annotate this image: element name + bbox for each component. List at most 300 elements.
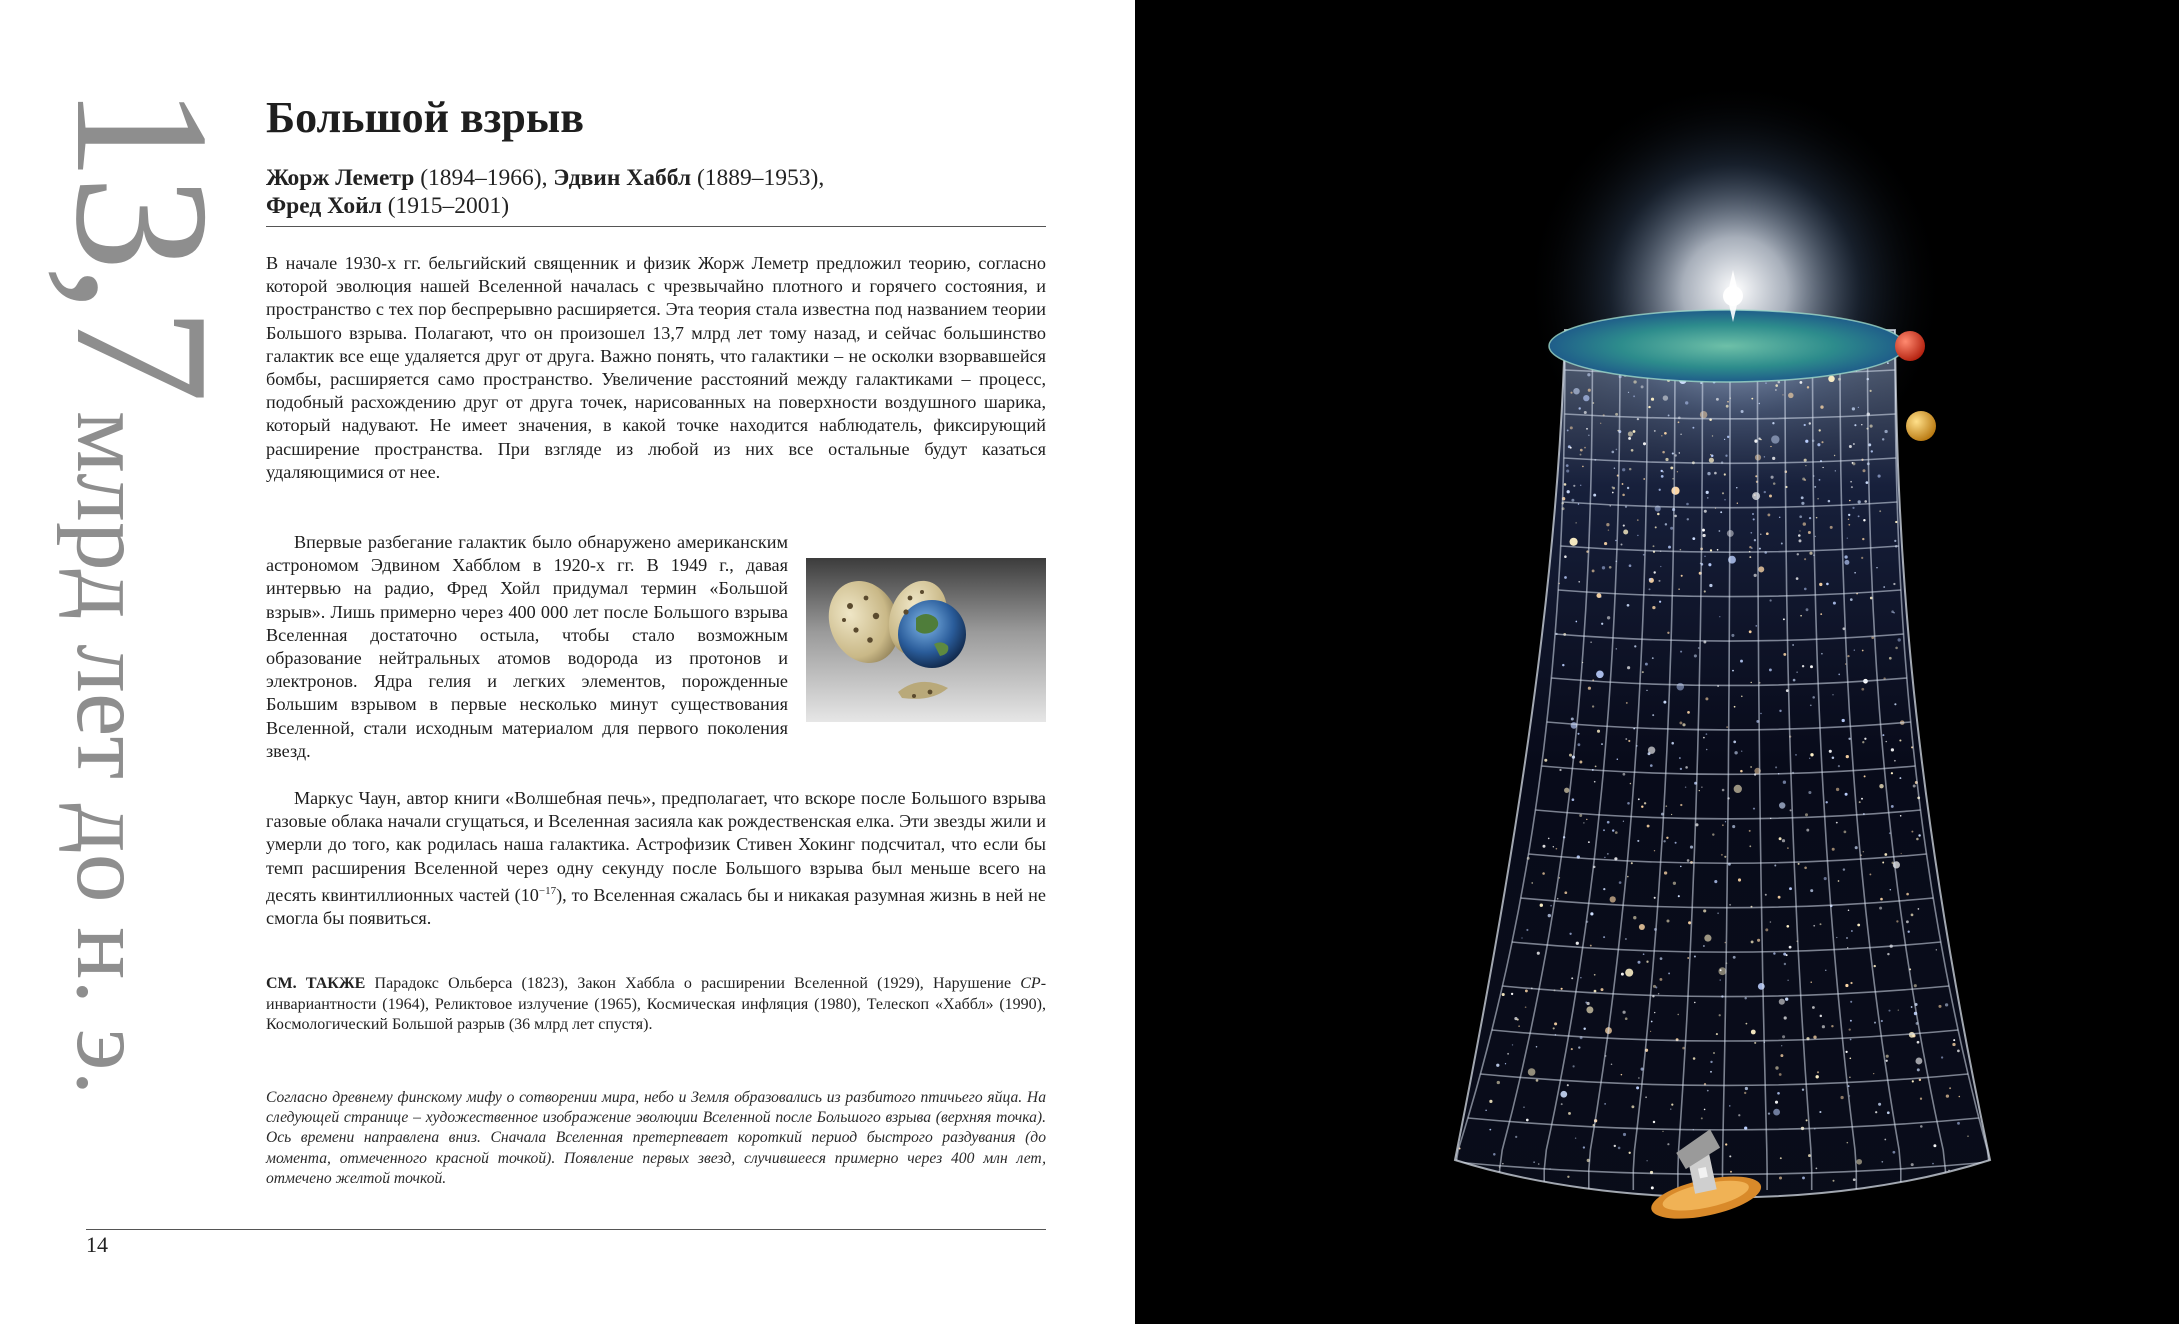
star	[1826, 801, 1828, 803]
star	[1751, 682, 1752, 683]
star	[1834, 455, 1835, 456]
star	[1612, 487, 1615, 490]
star	[1658, 580, 1660, 582]
star	[1590, 641, 1592, 643]
star	[1580, 977, 1581, 978]
star	[1623, 773, 1626, 776]
star	[1578, 743, 1581, 746]
star	[1953, 1039, 1955, 1041]
star	[1886, 1055, 1889, 1058]
star	[1777, 1092, 1780, 1095]
star	[1946, 1094, 1949, 1097]
star	[1821, 653, 1823, 655]
star	[1594, 781, 1596, 783]
star	[1567, 1176, 1569, 1178]
star	[1880, 898, 1883, 901]
star	[1833, 602, 1836, 605]
star	[1571, 1048, 1573, 1050]
star	[1888, 1010, 1890, 1012]
star	[1575, 621, 1577, 623]
star	[1858, 515, 1860, 517]
star	[1734, 706, 1736, 708]
star	[1706, 749, 1708, 751]
star	[1859, 801, 1861, 803]
star	[1893, 583, 1895, 585]
star	[1807, 386, 1809, 388]
star	[1588, 687, 1591, 690]
star	[1775, 1066, 1778, 1069]
star	[1717, 912, 1719, 914]
star	[1848, 514, 1850, 516]
star	[1678, 421, 1680, 423]
star	[1637, 961, 1640, 964]
star	[1672, 452, 1674, 454]
star	[1604, 857, 1605, 858]
star	[1647, 825, 1650, 828]
star	[1706, 733, 1708, 735]
star	[1659, 489, 1661, 491]
star	[1629, 468, 1632, 471]
star	[1949, 1087, 1951, 1089]
star	[1822, 1025, 1825, 1028]
star	[1678, 895, 1680, 897]
star	[1570, 426, 1573, 429]
star	[1952, 1043, 1955, 1046]
star	[1704, 590, 1706, 592]
star	[1789, 946, 1792, 949]
star	[1725, 1143, 1727, 1145]
star	[1658, 993, 1659, 994]
star	[1507, 1053, 1509, 1055]
star	[1729, 1155, 1731, 1157]
star	[1580, 449, 1583, 452]
star	[1750, 532, 1752, 534]
star	[1886, 1060, 1888, 1062]
star	[1724, 473, 1726, 475]
star	[1779, 517, 1780, 518]
star	[1957, 1050, 1960, 1053]
star	[1906, 893, 1909, 896]
star	[1627, 487, 1629, 489]
star	[1548, 914, 1551, 917]
star	[1920, 1098, 1922, 1100]
star	[1580, 454, 1582, 456]
star	[1724, 439, 1725, 440]
star	[1679, 452, 1680, 453]
star	[1720, 969, 1722, 971]
star	[1780, 1157, 1782, 1159]
star	[1773, 952, 1775, 954]
star	[1734, 785, 1742, 793]
star	[1619, 881, 1622, 884]
star	[1720, 511, 1722, 513]
star	[1493, 1153, 1496, 1156]
star	[1564, 788, 1569, 793]
star	[1641, 805, 1643, 807]
star	[1572, 798, 1575, 801]
star	[1869, 873, 1871, 875]
body-paragraph-2	[266, 531, 788, 763]
star	[1804, 588, 1807, 591]
star	[1740, 660, 1743, 663]
star	[1797, 553, 1799, 555]
star	[1707, 497, 1708, 498]
star	[1653, 1121, 1655, 1123]
star	[1832, 756, 1835, 759]
star	[1846, 937, 1848, 939]
star	[1783, 953, 1786, 956]
star	[1662, 451, 1665, 454]
star	[1675, 842, 1677, 844]
star	[1764, 456, 1765, 457]
star	[1752, 492, 1760, 500]
star	[1584, 411, 1587, 414]
star	[1957, 1122, 1960, 1125]
star	[1945, 1003, 1948, 1006]
star	[1631, 449, 1634, 452]
star	[1692, 537, 1695, 540]
star	[1713, 1052, 1715, 1054]
star	[1717, 549, 1719, 551]
star	[1663, 395, 1668, 400]
star	[1750, 766, 1752, 768]
star	[1590, 945, 1592, 947]
star	[1566, 464, 1569, 467]
star	[1623, 530, 1628, 535]
star	[1848, 524, 1850, 526]
star	[1850, 982, 1852, 984]
star	[1692, 427, 1694, 429]
star	[1678, 588, 1680, 590]
star	[1629, 564, 1632, 567]
star	[1597, 730, 1600, 733]
star	[1694, 1002, 1695, 1003]
star	[1670, 527, 1673, 530]
star	[1764, 491, 1766, 493]
date-suffix: млрд лет до н. э.	[56, 411, 164, 1096]
star	[1685, 766, 1688, 769]
star	[1592, 569, 1595, 572]
body-paragraph-2-text: Впервые разбегание галактик было обнаружено американским астрономом Эдвином Хабблом в 1920-х гг. В 1949 г., давая интервью на радио, Фред Хойл придумал термин «Большой взрыв». Лишь примерно через 400 000 лет после Большого взрыва Вселенная достаточно остыла, чтобы стало возможным образование нейтральных атомов водорода из протонов и электронов. Ядра гелия и легких элементов, порожденные Большим взрывом в первые несколько минут существования Вселенной, стали исходным материалом для первого поколения звезд.	[266, 532, 788, 761]
star	[1502, 1163, 1503, 1164]
star	[1533, 1161, 1534, 1162]
author-name: Жорж Леметр	[266, 165, 415, 191]
star	[1582, 466, 1584, 468]
star	[1681, 575, 1683, 577]
star	[1881, 1161, 1883, 1163]
star	[1523, 1106, 1525, 1108]
star	[1559, 769, 1561, 771]
star	[1824, 877, 1827, 880]
star	[1707, 1090, 1709, 1092]
star	[1553, 846, 1554, 847]
star	[1653, 985, 1656, 988]
star	[1720, 979, 1721, 980]
star	[1596, 593, 1601, 598]
star	[1788, 393, 1794, 399]
author-years: (1894–1966),	[420, 165, 548, 191]
star	[1862, 538, 1864, 540]
star	[1765, 928, 1768, 931]
star	[1666, 919, 1669, 922]
star	[1819, 479, 1821, 481]
star	[1869, 390, 1871, 392]
star	[1609, 566, 1612, 569]
star	[1820, 405, 1823, 408]
star	[1722, 824, 1723, 825]
star	[1775, 1101, 1778, 1104]
author-name: Фред Хойл	[266, 193, 382, 219]
star	[1879, 510, 1881, 512]
star	[1521, 937, 1522, 938]
star	[1602, 566, 1605, 569]
star	[1738, 878, 1741, 881]
star	[1663, 701, 1666, 704]
star	[1782, 839, 1785, 842]
star	[1754, 1042, 1756, 1044]
star	[1727, 401, 1729, 403]
star	[1648, 406, 1650, 408]
star	[1633, 916, 1636, 919]
star	[1836, 822, 1838, 824]
star	[1679, 757, 1681, 759]
star	[1778, 896, 1781, 899]
star	[1628, 437, 1631, 440]
star	[1899, 777, 1901, 779]
star	[1693, 1057, 1696, 1060]
star	[1848, 519, 1849, 520]
star	[1809, 422, 1811, 424]
star	[1833, 1180, 1835, 1182]
star	[1724, 856, 1726, 858]
star	[1714, 472, 1717, 475]
star	[1590, 912, 1593, 915]
star	[1802, 665, 1804, 667]
star	[1690, 846, 1693, 849]
star	[1617, 759, 1618, 760]
star	[1649, 588, 1651, 590]
star	[1798, 863, 1800, 865]
star	[1844, 555, 1847, 558]
star	[1826, 583, 1829, 586]
star	[1828, 376, 1835, 383]
star	[1858, 407, 1859, 408]
star	[1594, 990, 1597, 993]
star	[1838, 674, 1840, 676]
star	[1879, 784, 1883, 788]
star	[1722, 789, 1725, 792]
star	[1637, 840, 1639, 842]
star	[1540, 904, 1543, 907]
star	[1819, 1111, 1821, 1113]
star	[1653, 545, 1655, 547]
star	[1625, 969, 1633, 977]
star	[1809, 517, 1811, 519]
star	[1787, 980, 1788, 981]
star	[1819, 583, 1822, 586]
star	[1567, 490, 1570, 493]
star	[1645, 663, 1648, 666]
star	[1518, 1025, 1520, 1027]
star	[1804, 867, 1807, 870]
star	[1489, 1100, 1492, 1103]
star	[1891, 610, 1894, 613]
star	[1568, 1112, 1571, 1115]
star	[1800, 615, 1802, 617]
star	[1710, 549, 1712, 551]
star	[1854, 649, 1855, 650]
star	[1805, 465, 1806, 466]
star	[1716, 1033, 1718, 1035]
star	[1799, 539, 1802, 542]
star	[1625, 1017, 1628, 1020]
star	[1623, 525, 1625, 527]
author-name: Эдвин Хаббл	[553, 165, 692, 191]
star	[1703, 909, 1706, 912]
page-title: Большой взрыв	[266, 93, 584, 142]
star	[1795, 754, 1796, 755]
star	[1906, 920, 1909, 923]
star	[1661, 435, 1663, 437]
star	[1573, 485, 1575, 487]
star	[1765, 382, 1767, 384]
star	[1577, 733, 1579, 735]
star	[1680, 549, 1682, 551]
star	[1667, 632, 1669, 634]
star	[1866, 481, 1869, 484]
star	[1526, 929, 1528, 931]
star	[1729, 1105, 1730, 1106]
star	[1564, 555, 1567, 558]
star	[1594, 974, 1596, 976]
star	[1782, 1035, 1785, 1038]
exponent: −17	[538, 884, 557, 897]
star	[1578, 1046, 1580, 1048]
star	[1567, 1084, 1569, 1086]
star	[1557, 898, 1559, 900]
star	[1805, 813, 1808, 816]
star	[1726, 405, 1729, 408]
star	[1666, 837, 1668, 839]
star	[1648, 752, 1651, 755]
star	[1753, 808, 1755, 810]
star	[1636, 1086, 1639, 1089]
star	[1633, 430, 1636, 433]
star	[1664, 432, 1667, 435]
star	[1719, 530, 1721, 532]
star	[1550, 905, 1552, 907]
star	[1864, 500, 1867, 503]
star	[1670, 466, 1673, 469]
footer-divider-left	[86, 1229, 266, 1230]
star	[1769, 495, 1772, 498]
star	[1711, 455, 1714, 458]
star	[1779, 1073, 1782, 1076]
star	[1884, 1139, 1886, 1141]
star	[1654, 897, 1656, 899]
star	[1567, 429, 1569, 431]
star	[1744, 1092, 1746, 1094]
star	[1588, 435, 1589, 436]
star	[1664, 871, 1667, 874]
star	[1625, 738, 1627, 740]
star	[1611, 451, 1614, 454]
star	[1781, 543, 1783, 545]
star	[1803, 522, 1806, 525]
star	[1579, 761, 1582, 764]
star	[1779, 710, 1781, 712]
star	[1882, 438, 1884, 440]
star	[1806, 829, 1809, 832]
star	[1848, 909, 1850, 911]
star	[1638, 1077, 1639, 1078]
star	[1564, 576, 1567, 579]
star	[1875, 1111, 1877, 1113]
star	[1677, 1014, 1678, 1015]
star	[1660, 957, 1663, 960]
star	[1850, 1001, 1852, 1003]
star	[1571, 977, 1573, 979]
star	[1727, 436, 1729, 438]
star	[1733, 956, 1736, 959]
star	[1716, 398, 1719, 401]
star	[1746, 1023, 1748, 1025]
star	[1626, 702, 1628, 704]
star	[1593, 494, 1596, 497]
star	[1933, 1144, 1936, 1147]
star	[1583, 822, 1584, 823]
star	[1808, 531, 1811, 534]
star	[1537, 952, 1540, 955]
star	[1650, 764, 1653, 767]
star	[1744, 997, 1746, 999]
star	[1751, 940, 1754, 943]
star	[1709, 584, 1712, 587]
star	[1784, 963, 1786, 965]
star	[1566, 469, 1569, 472]
star	[1651, 1186, 1654, 1189]
star	[1817, 1071, 1819, 1073]
star	[1637, 418, 1639, 420]
star	[1898, 1009, 1899, 1010]
star	[1659, 601, 1661, 603]
star	[1607, 853, 1608, 854]
star	[1657, 513, 1660, 516]
star	[1821, 441, 1823, 443]
star	[1719, 616, 1720, 617]
star	[1846, 755, 1849, 758]
star	[1709, 458, 1714, 463]
star	[1809, 552, 1812, 555]
star	[1914, 984, 1917, 987]
star	[1861, 424, 1862, 425]
star	[1760, 713, 1761, 714]
star	[1628, 740, 1630, 742]
star	[1732, 825, 1735, 828]
star	[1779, 999, 1785, 1005]
star	[1572, 1065, 1574, 1067]
star	[1854, 572, 1856, 574]
star	[1863, 851, 1864, 852]
star	[1755, 625, 1757, 627]
star	[1811, 982, 1812, 983]
star	[1641, 385, 1644, 388]
star	[1578, 407, 1580, 409]
star	[1667, 1143, 1669, 1145]
star	[1548, 838, 1550, 840]
star	[1819, 429, 1821, 431]
star	[1608, 529, 1609, 530]
